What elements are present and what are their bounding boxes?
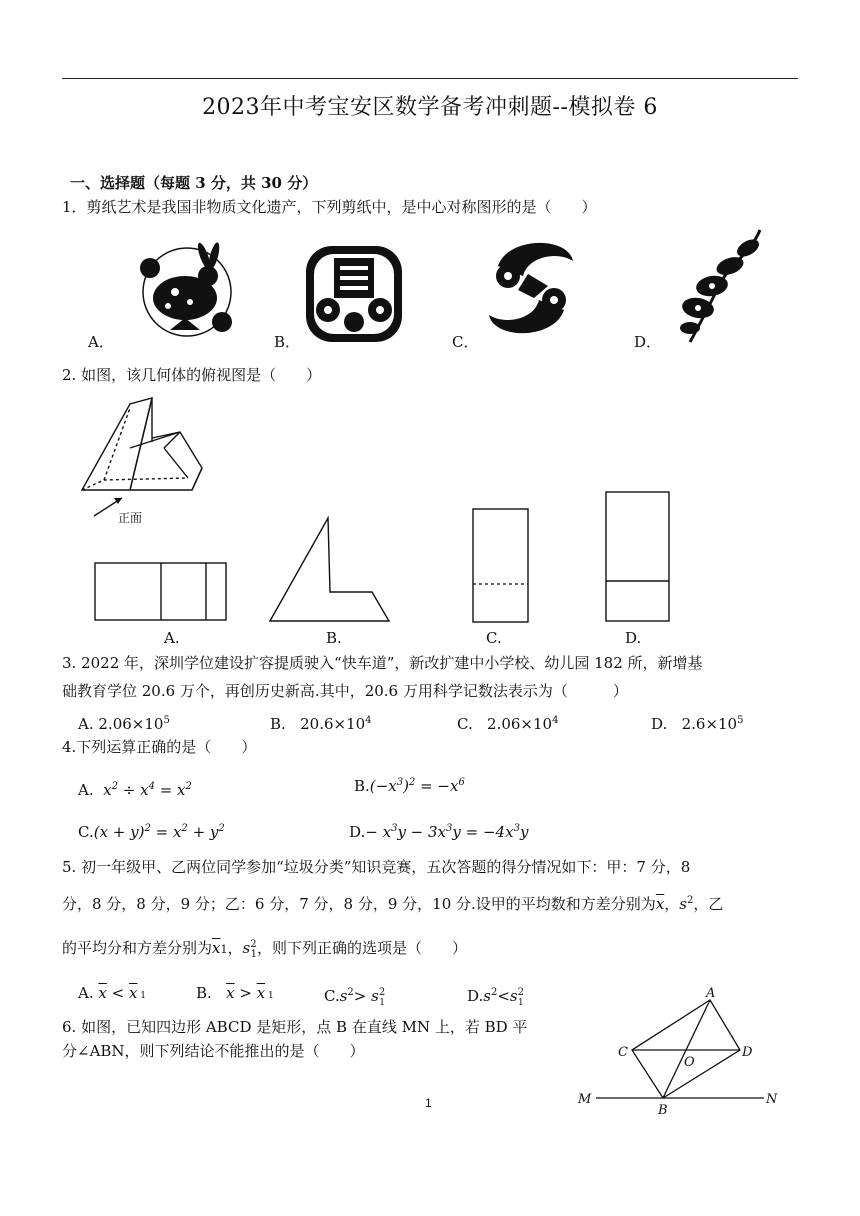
q2-option-b[interactable]: B.: [326, 629, 342, 647]
q5-option-b[interactable]: B. $\overline{x} > \overline{x}$ 1: [196, 984, 274, 1002]
q3-option-d[interactable]: D. $2.6\times 10^5$: [651, 715, 744, 733]
page-number: 1: [425, 1096, 432, 1110]
q1-stem: 1．剪纸艺术是我国非物质文化遗产，下列剪纸中，是中心对称图形的是（ ）: [62, 198, 597, 216]
q3-option-a[interactable]: A. $2.06\times 10^5$: [78, 715, 170, 733]
q1-option-d[interactable]: D．: [634, 333, 662, 351]
point-m-label: M: [578, 1092, 592, 1107]
q4-option-a-expression: $x^2 \div x^4 = x^2$: [98, 781, 192, 799]
point-d-label: D: [742, 1045, 753, 1060]
q2-stem: 2. 如图，该几何体的俯视图是（ ）: [62, 366, 322, 384]
q4-stem: 4.下列运算正确的是（ ）: [62, 738, 257, 756]
papercut-rabbit-image: [130, 240, 240, 340]
q4-option-c-expression: $(x + y)^2 = x^2 + y^2$: [93, 823, 225, 841]
q2-option-a-figure[interactable]: [94, 562, 228, 622]
q5-line2: 分，8 分，8 分，9 分；乙：6 分，7 分，8 分，9 分，10 分.设甲的平均数和方差分别为$\overline{x}$，$s^2$，乙: [62, 895, 724, 913]
point-c-label: C: [618, 1045, 628, 1060]
q1-option-a[interactable]: A．: [88, 333, 114, 351]
q4-option-c[interactable]: $C.(x + y)^2 = x^2 + y^2$: [78, 823, 225, 841]
q2-option-d[interactable]: D.: [625, 629, 642, 647]
point-b-label: B: [658, 1103, 668, 1116]
q5-option-c[interactable]: $C.s^2> s^2_1$: [324, 987, 386, 1008]
papercut-swirl-image: [478, 236, 584, 340]
q1-option-b[interactable]: B．: [274, 333, 301, 351]
q6-rectangle-diagram: [574, 984, 784, 1116]
top-rule: [62, 78, 798, 79]
q3-line2: 础教育学位 20.6 万个，再创历史新高.其中，20.6 万用科学记数法表示为（ ）: [62, 682, 628, 700]
point-a-label: A: [706, 986, 716, 1001]
q5-option-a[interactable]: A. $\overline{x} < \overline{x}$ 1: [78, 984, 147, 1002]
q3-line1: 3. 2022 年，深圳学位建设扩容提质驶入“快车道”，新改扩建中小学校、幼儿园 182 所，新增基: [62, 654, 703, 672]
q5-option-d[interactable]: $D.s^2<s^2_1$: [467, 987, 524, 1008]
q4-option-b[interactable]: $B.(-x^3)^2 = -x^6$: [354, 777, 465, 795]
q2-option-b-figure[interactable]: [268, 516, 392, 624]
q1-option-c[interactable]: C．: [452, 333, 479, 351]
q2-option-d-figure[interactable]: [605, 491, 671, 623]
q2-solid-figure: [78, 394, 218, 524]
q5-line3: 的平均分和方差分别为$\overline{x}1$，$s^2_1$，则下列正确的选项是（ ）: [62, 939, 467, 960]
q3-option-c[interactable]: C. $2.06\times 10^4$: [457, 715, 559, 733]
papercut-flower-image: [660, 224, 770, 348]
q4-option-d-expression: − $x^3y - 3x^3y = -4x^3y$: [365, 823, 529, 841]
q3-option-b[interactable]: B. $20.6\times 10^4$: [270, 715, 372, 733]
q5-line1: 5. 初一年级甲、乙两位同学参加“垃圾分类”知识竞赛，五次答题的得分情况如下：甲：7 分，8: [62, 858, 691, 876]
q4-option-a[interactable]: A. $x^2 \div x^4 = x^2$: [78, 781, 192, 799]
point-n-label: N: [766, 1092, 778, 1107]
q2-option-c-figure[interactable]: [472, 508, 530, 624]
point-o-label: O: [684, 1055, 695, 1070]
papercut-double-happiness-image: [300, 240, 410, 348]
q4-option-b-expression: $(-x^3)^2 = -x^6$: [369, 777, 465, 795]
front-view-label: 正面: [118, 511, 143, 525]
q6-line2: 分∠ABN，则下列结论不能推出的是（ ）: [62, 1042, 365, 1060]
q6-line1: 6. 如图，已知四边形 ABCD 是矩形，点 B 在直线 MN 上，若 BD 平: [62, 1018, 528, 1036]
xbar-symbol: $\overline{x}$: [655, 895, 665, 913]
q2-option-a[interactable]: A.: [164, 629, 180, 647]
q4-option-d[interactable]: $D.- x^3y - 3x^3y = -4x^3y$: [349, 823, 529, 841]
page-title: 2023年中考宝安区数学备考冲刺题--模拟卷 6: [202, 95, 658, 120]
section-heading: 一、选择题（每题 3 分，共 30 分）: [70, 174, 318, 192]
q2-option-c[interactable]: C.: [486, 629, 502, 647]
